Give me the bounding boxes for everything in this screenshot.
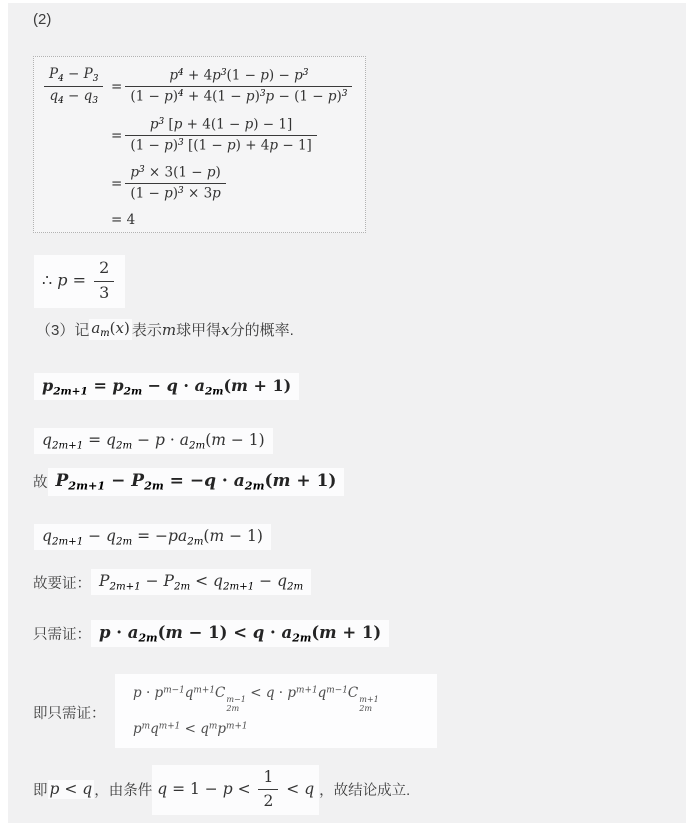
math-segment: 3 (92, 96, 98, 107)
math-segment: p (164, 137, 173, 154)
math-segment: = − (163, 471, 205, 491)
math-segment: · (110, 623, 128, 642)
math-segment: − (63, 88, 84, 105)
math-segment: 2m (292, 631, 312, 645)
math-segment: + 1) (336, 623, 382, 642)
expanded-claim-line-2 (133, 721, 437, 737)
math-segment: p (226, 137, 236, 154)
math-segment: (1 − (130, 185, 165, 202)
math-segment: 4 (178, 89, 184, 100)
math-segment: 2m+1 (109, 581, 141, 593)
expanded-claim-line-1 (133, 685, 437, 714)
math-segment: 2m+1 (51, 536, 84, 548)
math-segment: 3 (220, 67, 227, 78)
math-segment: < (245, 685, 266, 701)
binomial-supsub (359, 695, 379, 714)
math-segment: 4 (58, 96, 64, 107)
math-segment: 2m+1 (222, 581, 255, 593)
derivation-rhs (111, 164, 229, 204)
intro-formula (89, 319, 132, 339)
math-segment: (1 − (226, 67, 261, 84)
math-segment: 2m (287, 581, 304, 593)
math-segment: m−1 (326, 685, 348, 696)
intro-prefix (36, 319, 89, 340)
math-segment: − 1) (224, 527, 263, 545)
math-segment: 2 (263, 792, 274, 811)
content-panel (8, 3, 686, 823)
math-segment: 4 (178, 67, 184, 78)
math-segment: ) + 4 (235, 137, 270, 154)
intro-suffix (132, 319, 294, 340)
math-segment: ( (264, 471, 273, 491)
math-segment: < (232, 779, 256, 798)
math-segment (125, 136, 316, 156)
math-segment: p (149, 116, 159, 133)
math-segment: 2m+1 (68, 478, 106, 493)
math-segment: p (164, 88, 173, 105)
math-segment (94, 282, 114, 305)
derivation-box (33, 56, 366, 233)
math-segment: p (49, 780, 60, 799)
math-segment: p (173, 116, 183, 133)
part-2-label: (2) (33, 11, 52, 28)
math-segment: q (252, 623, 265, 642)
final-conclusion (33, 765, 410, 815)
math-segment: 2m (204, 385, 224, 398)
math-segment: − (83, 527, 107, 545)
conclusion-p-value (34, 255, 125, 308)
math-segment: × 3 (183, 185, 213, 202)
math-segment: q (42, 527, 52, 545)
fraction (125, 67, 352, 107)
math-segment: < (180, 720, 201, 737)
math-segment: = (111, 127, 123, 144)
math-segment: < (190, 572, 214, 590)
part-3-intro (36, 319, 294, 340)
math-segment: = 1 − (167, 779, 223, 798)
math-segment (94, 258, 114, 282)
math-segment: p (269, 137, 279, 154)
math-segment: − 1) < (182, 623, 253, 642)
derivation-row-2 (41, 116, 359, 156)
math-segment: p (217, 720, 227, 737)
math-segment: [ (164, 116, 174, 133)
math-segment: + 4 (183, 67, 213, 84)
math-segment: a (91, 319, 101, 338)
math-segment: · (274, 685, 288, 701)
math-segment: ) (172, 137, 178, 154)
math-segment: − (140, 572, 164, 590)
math-segment: q (265, 685, 275, 701)
math-segment: ) (172, 88, 178, 105)
math-segment: = (67, 270, 92, 290)
math-segment: m (165, 623, 183, 642)
math-segment: 3 (178, 186, 184, 197)
math-segment: m (100, 328, 110, 340)
math-segment: = (111, 175, 123, 192)
math-segment: q (106, 527, 116, 545)
math-segment: 2m+1 (53, 385, 88, 398)
math-segment: p (164, 185, 173, 202)
math-segment: a (179, 431, 189, 449)
math-segment: C (347, 685, 359, 701)
math-segment: ，由条件 (94, 783, 153, 800)
math-segment: m+1 (226, 720, 248, 731)
math-segment: · (215, 471, 234, 491)
math-segment: m+1 (359, 694, 379, 705)
math-segment: a (194, 376, 205, 395)
math-segment: + 1) (290, 471, 337, 491)
equation-label: 故 (33, 475, 48, 492)
math-segment (44, 87, 103, 107)
math-segment: 即 (33, 783, 48, 800)
math-segment: + 4(1 − (183, 88, 246, 105)
math-segment: − (1 − (274, 88, 328, 105)
sufficient-claim (33, 620, 389, 647)
math-segment: p (287, 685, 297, 701)
math-segment: p (42, 376, 54, 395)
final-condition-formula (152, 765, 319, 815)
math-segment: 3 (92, 73, 99, 84)
math-segment: (1 − (130, 137, 165, 154)
math-segment: ( (205, 431, 212, 449)
math-segment: p (169, 67, 178, 84)
math-segment: P (55, 471, 69, 491)
expanded-claim-label: 即只需证： (33, 706, 106, 722)
math-segment: m−1 (226, 694, 246, 705)
math-segment: × 3(1 − (144, 164, 207, 181)
math-segment: 1 (263, 768, 274, 786)
math-segment: m (231, 376, 248, 395)
math-segment: ) (172, 185, 178, 202)
final-inequality (48, 780, 95, 799)
fraction (258, 767, 278, 813)
math-segment: m (208, 720, 218, 731)
equation-p2m1 (34, 373, 299, 400)
math-segment: + 1) (247, 376, 292, 395)
math-segment (44, 66, 103, 87)
math-segment: a (177, 527, 188, 545)
sufficient-claim-label: 只需证： (33, 627, 91, 644)
math-segment: q (166, 376, 178, 395)
derivation-lhs (41, 66, 111, 108)
math-segment: a (281, 623, 293, 642)
math-segment: < (59, 780, 83, 799)
math-segment: 2m (115, 536, 133, 548)
math-segment: 3 (259, 89, 266, 100)
equation-P-difference (33, 468, 344, 496)
math-segment: < (281, 779, 305, 798)
math-segment: ( (109, 319, 116, 338)
derivation-row-4 (41, 212, 359, 228)
equation-p2m1-formula (34, 373, 299, 400)
math-segment: q (204, 471, 216, 491)
math-segment: ∴ (42, 270, 58, 290)
binomial-supsub (226, 695, 246, 714)
math-segment: m (209, 527, 225, 545)
math-segment: · (177, 376, 195, 395)
math-segment: ) − (268, 67, 295, 84)
math-segment: p (245, 88, 255, 105)
expanded-claim-block (115, 674, 437, 748)
math-segment: 3 (341, 89, 348, 100)
claim-label: 故要证： (33, 575, 91, 592)
math-segment: p (168, 527, 178, 545)
derivation-rhs (111, 67, 355, 107)
math-segment: P (83, 66, 93, 82)
math-segment: p (155, 431, 165, 449)
math-segment: 3 (138, 164, 145, 175)
math-segment: q (304, 779, 315, 798)
math-segment: p (260, 67, 269, 84)
math-segment: 2m (123, 385, 143, 398)
math-segment: − (254, 572, 278, 590)
math-segment: ) (336, 88, 342, 105)
math-segment (125, 67, 352, 88)
math-segment: − (63, 66, 84, 82)
final-mid (94, 779, 152, 800)
math-segment: p (244, 116, 254, 133)
derivation-row-1 (41, 66, 359, 108)
fraction (125, 164, 226, 204)
math-segment: x (221, 321, 230, 339)
math-segment: ) (215, 164, 221, 181)
derivation-rhs (111, 116, 320, 156)
math-segment: 2m+1 (51, 440, 84, 452)
math-segment: 球甲得 (176, 322, 222, 339)
math-segment: q (200, 720, 209, 737)
math-segment: p (222, 779, 233, 798)
math-segment: q (213, 572, 223, 590)
math-segment: ，故结论成立. (319, 783, 411, 800)
derivation-rhs (111, 212, 135, 228)
math-segment: P (99, 572, 110, 590)
math-segment: p (130, 164, 139, 181)
math-segment: 2m (144, 478, 164, 493)
math-segment: q (83, 88, 93, 105)
math-segment: C (215, 685, 226, 701)
equation-q-difference-formula (34, 524, 271, 550)
math-segment: 2 (99, 258, 110, 277)
math-segment: = (111, 78, 123, 95)
math-segment: p (327, 88, 337, 105)
math-segment: q (317, 685, 327, 701)
math-segment: 3 (178, 138, 184, 149)
math-segment: + 4(1 − (182, 116, 245, 133)
math-segment: m (272, 471, 291, 491)
math-segment: m+1 (296, 685, 318, 696)
claim-formula (91, 569, 311, 595)
math-segment: · (264, 623, 282, 642)
math-segment: 2m (115, 440, 133, 452)
final-suffix (319, 779, 410, 800)
math-segment: p (206, 164, 216, 181)
math-segment: p (133, 720, 142, 737)
math-segment: P (131, 471, 145, 491)
math-segment: p (212, 185, 221, 202)
math-segment: a (233, 471, 245, 491)
math-segment (125, 164, 226, 185)
equation-q2m1-formula (34, 428, 273, 454)
math-segment: P (49, 66, 59, 82)
math-segment: m (211, 431, 226, 449)
math-segment: q (150, 720, 159, 737)
math-segment: q (42, 431, 52, 449)
math-segment: − (132, 431, 156, 449)
math-segment: p (57, 270, 68, 290)
math-segment: m+1 (193, 685, 215, 696)
math-segment: m+1 (158, 720, 181, 731)
math-segment: = − (132, 527, 169, 545)
math-segment: q (49, 88, 59, 105)
math-segment: ( (311, 623, 320, 642)
math-segment: 2m (187, 536, 204, 548)
math-segment: − (142, 376, 167, 395)
math-segment: 2m (226, 703, 240, 714)
math-segment: ) (124, 319, 130, 338)
equation-P-difference-formula (48, 468, 345, 496)
math-segment: [(1 − (183, 137, 227, 154)
math-segment: x (115, 319, 124, 338)
math-segment: = (87, 376, 113, 395)
math-segment: p (212, 67, 221, 84)
math-segment: 4 (58, 73, 64, 84)
math-segment: a (127, 623, 139, 642)
math-segment: 2m (173, 581, 191, 593)
derivation-row-3 (41, 164, 359, 204)
fraction (44, 66, 103, 108)
math-segment: 3 (158, 116, 165, 127)
math-segment: = (83, 431, 107, 449)
claim-to-prove (33, 569, 311, 595)
math-segment: · (164, 431, 180, 449)
math-segment: 2m (189, 440, 206, 452)
fraction (94, 258, 114, 305)
math-segment: − 1) (225, 431, 265, 449)
math-segment: q (82, 780, 93, 799)
math-segment: ( (157, 623, 166, 642)
math-segment: 2m (244, 478, 265, 493)
math-segment: ) (254, 88, 260, 105)
math-segment: (1 − (130, 88, 165, 105)
math-segment: m−1 (163, 685, 185, 696)
math-segment (125, 87, 352, 107)
math-segment: ( (203, 527, 210, 545)
math-segment: − (105, 471, 132, 491)
math-segment: q (184, 685, 194, 701)
math-segment: ) − 1] (253, 116, 293, 133)
equation-q2m1 (34, 428, 273, 454)
math-segment: p (99, 623, 111, 642)
math-segment: ( (223, 376, 232, 395)
math-segment (258, 790, 278, 812)
math-segment: P (163, 572, 174, 590)
math-segment: p (154, 685, 164, 701)
math-segment: （3）记 (36, 322, 90, 339)
math-segment: 2m (138, 631, 158, 645)
math-segment: m (161, 321, 177, 339)
math-segment: p (112, 376, 124, 395)
final-prefix (33, 779, 48, 800)
math-segment: p (265, 88, 275, 105)
sufficient-claim-formula (91, 620, 389, 647)
math-segment: 表示 (131, 322, 162, 339)
math-segment: q (157, 779, 168, 798)
math-segment: = 4 (111, 211, 136, 228)
math-segment: p (294, 67, 303, 84)
math-segment: m (141, 720, 151, 731)
math-segment: 3 (99, 282, 110, 302)
equation-q-difference (34, 524, 271, 550)
math-segment (125, 184, 226, 204)
math-segment (125, 116, 316, 137)
fraction (125, 116, 316, 156)
math-segment: q (277, 572, 288, 590)
math-segment: 2m (359, 703, 373, 714)
math-segment: − 1] (278, 137, 312, 154)
math-segment (258, 767, 278, 790)
math-segment: p (133, 685, 142, 701)
math-segment: q (106, 431, 116, 449)
math-segment: 分的概率. (229, 322, 294, 339)
math-segment: · (141, 685, 155, 701)
math-segment: m (319, 623, 337, 642)
math-segment: 3 (302, 67, 309, 78)
